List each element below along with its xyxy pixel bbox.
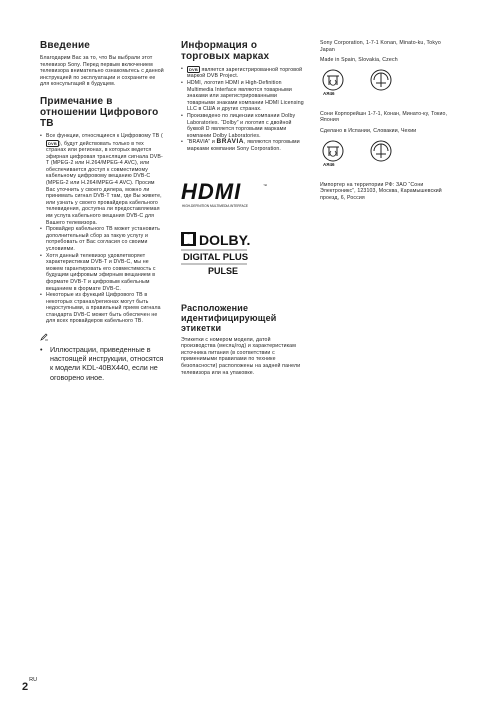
digital-tv-heading: Примечание в отношении Цифрового ТВ bbox=[40, 95, 159, 129]
digital-tv-list bbox=[40, 133, 165, 325]
dvb-logo: DVB bbox=[48, 140, 57, 146]
intro-text: Благодарим Вас за то, что Вы выбрали этот телевизор Sony. Перед первым включением телевизора внимательно ознакомьтесь с данной инструкцией по эксплуатации и сохраните ее для консультаций в будущем. bbox=[40, 55, 164, 88]
hdmi-tm-mark: ™ bbox=[263, 182, 267, 188]
importer-info: Импортер на территории РФ: ЗАО “Сони Электроникс”, 123103, Москва, Карамышевский проезд, 6, Россия bbox=[320, 181, 442, 201]
list-item: • DVB является зарегистрированной торговой маркой DVB Project. bbox=[181, 66, 304, 80]
column-left bbox=[40, 40, 165, 382]
dolby-pulse-text: PULSE bbox=[208, 265, 239, 276]
page-number: 2 bbox=[22, 681, 29, 693]
note-pencil-icon bbox=[40, 333, 165, 343]
column-middle bbox=[181, 40, 304, 381]
address-en: Sony Corporation, 1-7-1 Konan, Minato-ku, Tokyo Japan bbox=[320, 40, 441, 53]
list-item: • HDMI, логотип HDMI и High-Definition Multimedia Interface являются товарными знаками или зарегистрированными товарными знаками компании HDMI Licensing LLC в США и других странах. bbox=[181, 80, 304, 113]
list-item: • Все функции, относящиеся к Цифровому ТВ (DVB ), будут действовать только в тех странах или регионах, в которых ведется эфирная цифровая трансляция сигнала DVB-T (MPEG-2 или H.264/MPEG-4 AVC), или обеспечивается доступ к совместимому кабельному цифровому вещанию DVB-C (MPEG-2 или H.264/MPEG-4 AVC). Просим Вас уточнить у своего дилера, можно ли принимать сигнал DVB-T там, где Вы живете, или узнать у своего провайдера кабельного телевидения, доступна ли предоставляемая им услуга кабельного вещания DVB-C для Вашего телевизора. bbox=[40, 133, 165, 226]
eac-cert-icon bbox=[368, 68, 394, 97]
made-in-en: Made in Spain, Slovakia, Czech bbox=[320, 57, 398, 64]
bravia-logo: BRAVIA bbox=[216, 138, 244, 146]
address-ru: Сони Корпорейшн 1-7-1, Конан, Минато-ку, Токио, Япония bbox=[320, 110, 448, 124]
hdmi-logo-text: HDMI bbox=[181, 178, 242, 204]
intro-heading: Введение bbox=[40, 40, 91, 51]
note-text: • Иллюстрации, приведенные в настоящей инструкции, относятся к модели KDL-40BX440, если не оговорено иное. bbox=[40, 345, 165, 382]
eac-cert-icon bbox=[368, 139, 394, 168]
label-text: Этикетки с номером модели, датой производства (месяц/год) и характеристикам источника питания (в соответствии с применимыми правилами по технике безопасности) расположены на задней панели телевизора или на упаковке. bbox=[181, 336, 301, 376]
cert-code: АЯ46 bbox=[323, 161, 335, 167]
dvb-logo: DVB bbox=[189, 67, 198, 72]
list-item: • “BRAVIA” и BRAVIA, являются торговыми марками компании Sony Corporation. bbox=[181, 139, 304, 152]
list-item: • Провайдер кабельного ТВ может установить дополнительный сбор за такую услугу и потребовать от Вас согласия со своими условиями. bbox=[40, 226, 165, 252]
note-list bbox=[40, 345, 165, 382]
cert-code: АЯ46 bbox=[323, 90, 335, 96]
certification-marks-bottom bbox=[320, 139, 448, 172]
page-footer bbox=[22, 677, 37, 695]
trademark-list bbox=[181, 66, 304, 153]
label-heading: Расположение идентифицирующей этикетки bbox=[181, 302, 277, 333]
certification-marks-top bbox=[320, 68, 448, 101]
trademark-heading: Информация о торговых марках bbox=[181, 40, 270, 62]
list-item: • Некоторые из функций Цифрового ТВ в некоторых странах/регионах могут быть недоступными, а правильный прием сигнала стандарта DVB-C может быть обеспечен не для всех провайдеров кабельного ТВ. bbox=[40, 292, 165, 325]
list-item: • Произведено по лицензии компании Dolby Laboratories. “Dolby” и логотип с двойной буквой D является торговыми марками компании Dolby Laboratories. bbox=[181, 113, 304, 139]
page-language: RU bbox=[29, 677, 38, 683]
hdmi-tagline: HIGH-DEFINITION MULTIMEDIA INTERFACE bbox=[182, 203, 248, 208]
list-item: • Хотя данный телевизор удовлетворяет характеристикам DVB-T и DVB-C, мы не можем гарантировать его совместимость с будущим цифровым эфирным вещанием в формате DVB-T и цифровым кабельным вещанием в формате DVB-C. bbox=[40, 253, 165, 293]
pct-cert-icon bbox=[320, 139, 346, 172]
column-right bbox=[320, 40, 448, 205]
pct-cert-icon bbox=[320, 68, 346, 101]
dolby-digital-plus-text: DIGITAL PLUS bbox=[183, 251, 249, 263]
dolby-logo bbox=[181, 232, 304, 283]
made-in-ru: Сделано в Испании, Словакии, Чехии bbox=[320, 127, 417, 134]
hdmi-logo bbox=[181, 179, 304, 214]
dolby-wordmark: DOLBY. bbox=[199, 231, 251, 248]
